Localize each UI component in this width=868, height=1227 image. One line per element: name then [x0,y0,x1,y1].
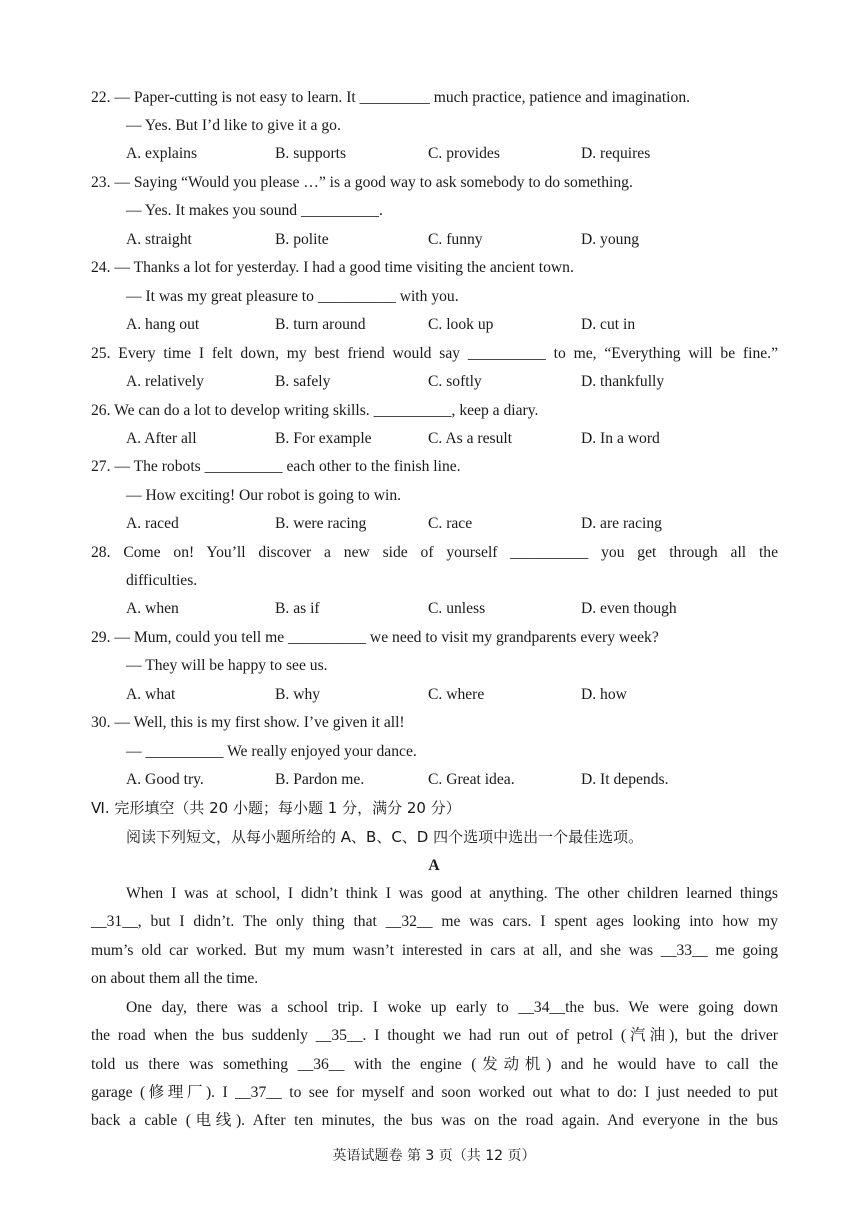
question-24-option-b: B. turn around [275,316,366,333]
passage-line: One day, there was a school trip. I woke up early to __34__the bus. We were going down [126,999,778,1016]
question-22-stem: 22. — Paper-cutting is not easy to learn. It _________ much practice, patience and imagination. [91,89,691,106]
question-25-option-c: C. softly [428,373,482,390]
question-25-option-d: D. thankfully [581,373,665,390]
question-23-stem: 23. — Saying “Would you please …” is a good way to ask somebody to do something. [91,174,633,191]
question-22-option-a: A. explains [126,145,198,162]
question-28-option-a: A. when [126,600,179,617]
question-29-option-a: A. what [126,686,176,703]
question-24-option-d: D. cut in [581,316,636,333]
question-29-reply: — They will be happy to see us. [126,657,328,674]
section-heading: Ⅵ. 完形填空（共 20 小题；每小题 1 分，满分 20 分） [91,799,461,817]
question-26-option-b: B. For example [275,430,372,447]
question-23-option-c: C. funny [428,231,483,248]
question-28-stem: 28. Come on! You’ll discover a new side of yourself __________ you get through all the [91,544,778,561]
question-25-option-a: A. relatively [126,373,204,390]
question-29-option-c: C. where [428,686,485,703]
page-footer: 英语试题卷 第 3 页（共 12 页） [332,1148,536,1164]
question-28-option-b: B. as if [275,600,320,617]
question-26-stem: 26. We can do a lot to develop writing skills. __________, keep a diary. [91,402,539,419]
question-27-stem: 27. — The robots __________ each other to the finish line. [91,458,461,475]
question-22-option-c: C. provides [428,145,500,162]
question-27-option-d: D. are racing [581,515,662,532]
question-22-option-d: D. requires [581,145,651,162]
question-29-stem: 29. — Mum, could you tell me __________ we need to visit my grandparents every week? [91,629,659,646]
passage-line: on about them all the time. [91,970,259,987]
question-30-option-d: D. It depends. [581,771,669,788]
question-27-option-b: B. were racing [275,515,367,532]
question-23-option-d: D. young [581,231,640,248]
question-23-option-a: A. straight [126,231,192,248]
question-26-option-a: A. After all [126,430,197,447]
question-30-stem: 30. — Well, this is my first show. I’ve given it all! [91,714,405,731]
question-28-option-c: C. unless [428,600,486,617]
passage-line: When I was at school, I didn’t think I was good at anything. The other children learned things [126,885,778,902]
question-22-reply: — Yes. But I’d like to give it a go. [126,117,341,134]
question-24-option-a: A. hang out [126,316,200,333]
question-26-option-c: C. As a result [428,430,513,447]
question-29-option-b: B. why [275,686,321,703]
question-24-option-c: C. look up [428,316,494,333]
question-25-stem: 25. Every time I felt down, my best friend would say __________ to me, “Everything will be fine.” [91,345,778,362]
question-27-option-a: A. raced [126,515,179,532]
passage-line: garage (修理厂). I __37__ to see for myself and soon worked out what to do: I just needed to put [91,1084,778,1101]
passage-line: the road when the bus suddenly __35__. I thought we had run out of petrol (汽油), but the driver [91,1027,778,1044]
question-27-reply: — How exciting! Our robot is going to win. [126,487,402,504]
question-22-option-b: B. supports [275,145,347,162]
passage-label: A [428,857,440,874]
question-26-option-d: D. In a word [581,430,660,447]
question-30-option-b: B. Pardon me. [275,771,365,788]
question-30-reply: — __________ We really enjoyed your dance. [126,743,417,760]
question-23-reply: — Yes. It makes you sound __________. [126,202,383,219]
question-28-stem-cont: difficulties. [126,572,198,589]
question-28-option-d: D. even though [581,600,677,617]
question-27-option-c: C. race [428,515,473,532]
passage-line: __31__, but I didn’t. The only thing that __32__ me was cars. I spent ages looking into how my [91,913,778,930]
passage-line: back a cable (电线). After ten minutes, the bus was on the road again. And everyone in the bus [91,1112,778,1129]
passage-line: mum’s old car worked. But my mum wasn’t interested in cars at all, and she was __33__ me going [91,942,778,959]
question-24-reply: — It was my great pleasure to __________ with you. [126,288,459,305]
question-25-option-b: B. safely [275,373,331,390]
passage-line: told us there was something __36__ with the engine (发动机) and he would have to call the [91,1056,778,1073]
question-29-option-d: D. how [581,686,627,703]
question-24-stem: 24. — Thanks a lot for yesterday. I had a good time visiting the ancient town. [91,259,574,276]
question-23-option-b: B. polite [275,231,329,248]
question-30-option-a: A. Good try. [126,771,204,788]
question-30-option-c: C. Great idea. [428,771,515,788]
section-instruction: 阅读下列短文，从每小题所给的 A、B、C、D 四个选项中选出一个最佳选项。 [126,828,644,846]
